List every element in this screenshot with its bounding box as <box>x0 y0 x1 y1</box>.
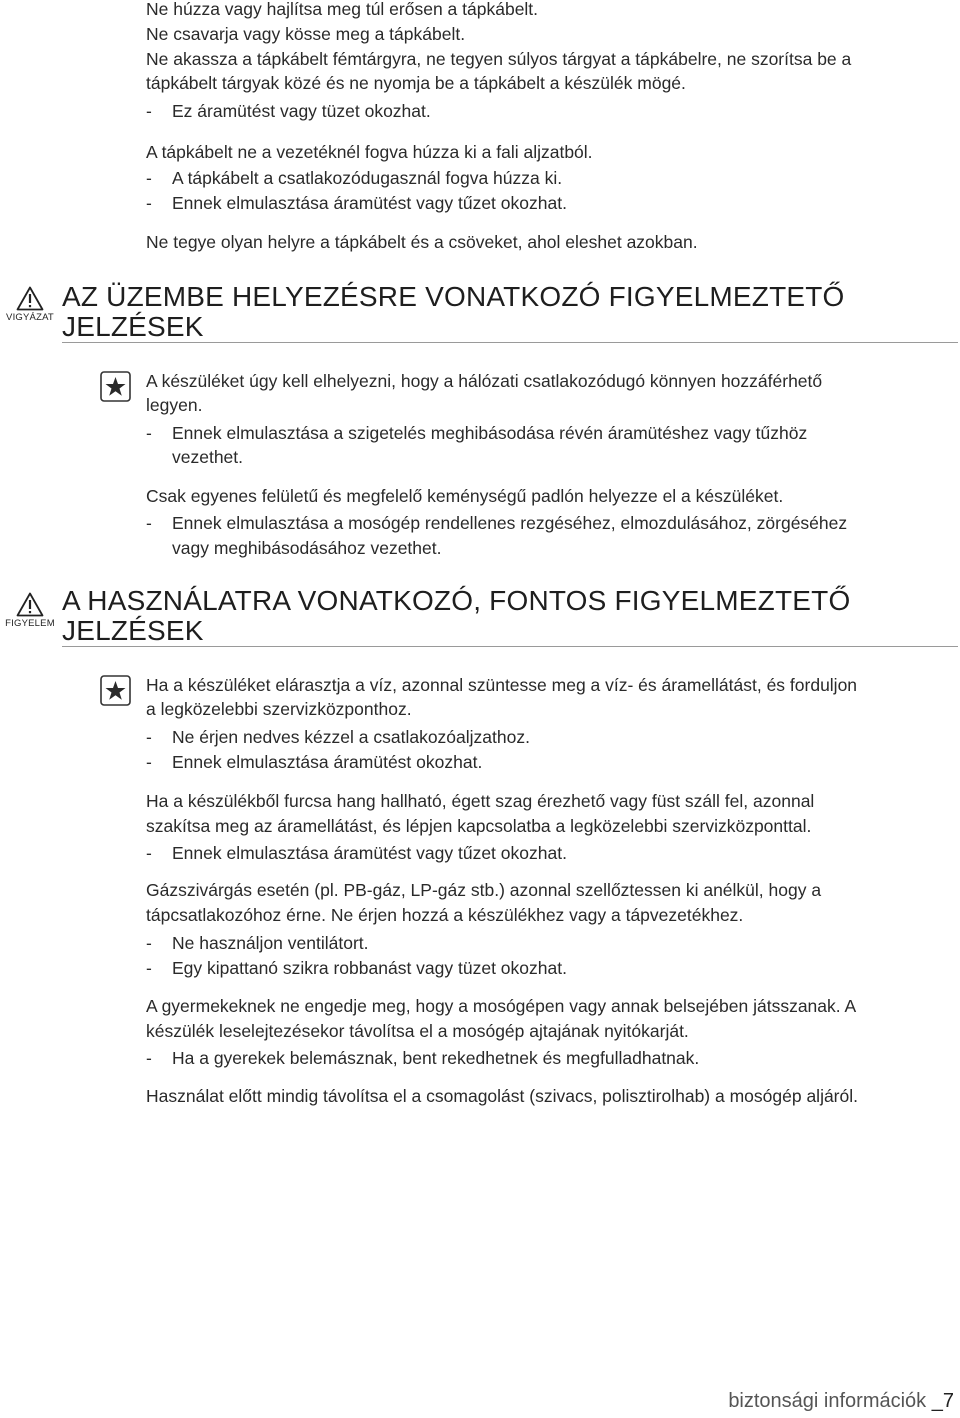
section-title: JELZÉSEK <box>62 615 204 646</box>
section-title: A HASZNÁLATRA VONATKOZÓ, FONTOS FIGYELMEZTETŐ <box>62 585 851 616</box>
warning-sign <box>2 592 58 629</box>
dash-item: - Ennek elmulasztása áramütést vagy tűzet okozhat. <box>146 843 567 863</box>
text-line: A tápkábelt ne a vezetéknél fogva húzza ki a fali aljzatból. <box>146 142 593 162</box>
text-line: Ne tegye olyan helyre a tápkábelt és a csöveket, ahol eleshet azokban. <box>146 232 698 252</box>
dash-item: - Ez áramütést vagy tüzet okozhat. <box>146 101 431 121</box>
warning-triangle-icon <box>16 592 44 617</box>
dash-item: vagy meghibásodásához vezethet. <box>172 538 442 558</box>
text-line: Csak egyenes felületű és megfelelő keménységű padlón helyezze el a készüléket. <box>146 486 784 506</box>
text-line: Használat előtt mindig távolítsa el a csomagolást (szivacs, polisztirolhab) a mosógép aljáról. <box>146 1086 858 1106</box>
star-badge-icon <box>100 675 131 706</box>
text-line: szakítsa meg az áramellátást, és lépjen kapcsolatba a legközelebbi szervizközponttal. <box>146 816 812 836</box>
dash-item: - Ennek elmulasztása áramütést okozhat. <box>146 752 483 772</box>
section-title: JELZÉSEK <box>62 311 204 342</box>
text-line: tápcsatlakozóhoz érne. Ne érjen hozzá a készülékhez vagy a tápvezetékhez. <box>146 905 744 925</box>
text-line: Gázszivárgás esetén (pl. PB-gáz, LP-gáz stb.) azonnal szellőztessen ki anélkül, hogy a <box>146 880 822 900</box>
text-line: Ne húzza vagy hajlítsa meg túl erősen a tápkábelt. <box>146 0 539 19</box>
dash-item: - Ne használjon ventilátort. <box>146 933 369 953</box>
section-title: AZ ÜZEMBE HELYEZÉSRE VONATKOZÓ FIGYELMEZTETŐ <box>62 281 845 312</box>
footer-section-name: biztonsági információk <box>728 1390 927 1412</box>
warning-triangle-icon <box>16 286 44 311</box>
text-line: készülék leselejtezésekor távolítsa el a mosógép ajtajának nyitókarját. <box>146 1021 689 1041</box>
dash-item: - A tápkábelt a csatlakozódugasznál fogva húzza ki. <box>146 168 563 188</box>
text-line: Ha a készülékből furcsa hang hallható, égett szag érezhető vagy füst száll fel, azonnal <box>146 791 815 811</box>
text-line: legyen. <box>146 395 203 415</box>
dash-item: - Ennek elmulasztása a mosógép rendellenes rezgéséhez, elmozdulásához, zörgéséhez <box>146 513 848 533</box>
dash-item: - Ennek elmulasztása áramütést vagy tűzet okozhat. <box>146 193 567 213</box>
divider <box>62 342 958 343</box>
dash-item: - Ne érjen nedves kézzel a csatlakozóaljzathoz. <box>146 727 530 747</box>
text-line: Ne akassza a tápkábelt fémtárgyra, ne tegyen súlyos tárgyat a tápkábelre, ne szorítsa be a <box>146 49 852 69</box>
divider <box>62 646 958 647</box>
text-line: a legközelebbi szervizközponthoz. <box>146 699 412 719</box>
page-number: _7 <box>931 1390 954 1412</box>
warning-sign <box>2 286 58 323</box>
dash-item: vezethet. <box>172 447 244 467</box>
page-footer <box>728 1387 954 1415</box>
dash-item: - Ennek elmulasztása a szigetelés meghibásodása révén áramütéshez vagy tűzhöz <box>146 423 808 443</box>
warning-label: FIGYELEM <box>5 618 55 629</box>
text-line: Ha a készüléket elárasztja a víz, azonnal szüntesse meg a víz- és áramellátást, és forduljon <box>146 675 858 695</box>
text-line: Ne csavarja vagy kösse meg a tápkábelt. <box>146 24 466 44</box>
star-badge-icon <box>100 371 131 402</box>
dash-item: - Egy kipattanó szikra robbanást vagy tüzet okozhat. <box>146 958 567 978</box>
dash-item: - Ha a gyerekek belemásznak, bent rekedhetnek és megfulladhatnak. <box>146 1048 700 1068</box>
text-line: A gyermekeknek ne engedje meg, hogy a mosógépen vagy annak belsejében játsszanak. A <box>146 996 857 1016</box>
text-line: tápkábelt tárgyak közé és ne nyomja be a tápkábelt a készülék mögé. <box>146 73 686 93</box>
text-line: A készüléket úgy kell elhelyezni, hogy a hálózati csatlakozódugó könnyen hozzáférhető <box>146 371 823 391</box>
warning-label: VIGYÁZAT <box>6 312 54 323</box>
